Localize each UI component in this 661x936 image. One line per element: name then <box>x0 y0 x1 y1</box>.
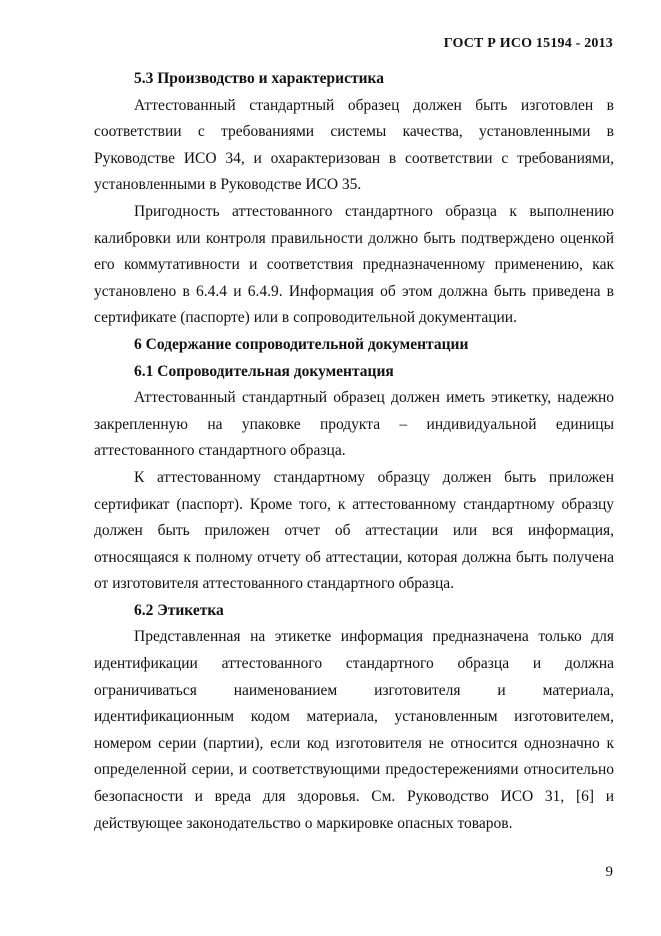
paragraph: К аттестованному стандартному образцу должен быть приложен сертификат (паспорт). Кроме того, к аттестованному стандартному образцу должен быть приложен отчет об аттестации или вся информация, относящаяся к полному отчету об аттестации, которая должна быть получена от изготовителя аттестованного стандартного образца. <box>94 468 614 593</box>
page-number: 9 <box>605 864 613 880</box>
section-heading-6-1: 6.1 Сопроводительная документация <box>134 362 394 380</box>
paragraph: Представленная на этикетке информация предназначена только для идентификации аттестованного стандартного образца и должна ограничиваться наименованием изготовителя и материала, идентификационным кодом материала, установленным изготовителем, номером серии (партии), если код изготовителя не относится однозначно к определенной серии, и соответствующими предостережениями относительно безопасности и вреда для здоровья. См. Руководство ИСО 31, [6] и действующее законодательство о маркировке опасных товаров. <box>94 628 614 832</box>
section-heading-6-2: 6.2 Этикетка <box>134 601 224 619</box>
paragraph: Пригодность аттестованного стандартного образца к выполнению калибровки или контроля правильности должно быть подтверждено оценкой его коммутативности и соответствия предназначенному применению, как установлено в 6.4.4 и 6.4.9. Информация об этом должна быть приведена в сертификате (паспорте) или в сопроводительной документации. <box>94 202 614 327</box>
document-header: ГОСТ Р ИСО 15194 - 2013 <box>443 36 613 51</box>
paragraph: Аттестованный стандартный образец должен быть изготовлен в соответствии с требованиями системы качества, установленными в Руководстве ИСО 34, и охарактеризован в соответствии с требованиями, установленными в Руководстве ИСО 35. <box>94 96 614 194</box>
document-body <box>94 66 614 837</box>
paragraph: Аттестованный стандартный образец должен иметь этикетку, надежно закрепленную на упаковке продукта – индивидуальной единицы аттестованного стандартного образца. <box>94 389 614 460</box>
section-heading-5-3: 5.3 Производство и характеристика <box>134 70 384 87</box>
section-heading-6: 6 Содержание сопроводительной документации <box>134 335 469 353</box>
